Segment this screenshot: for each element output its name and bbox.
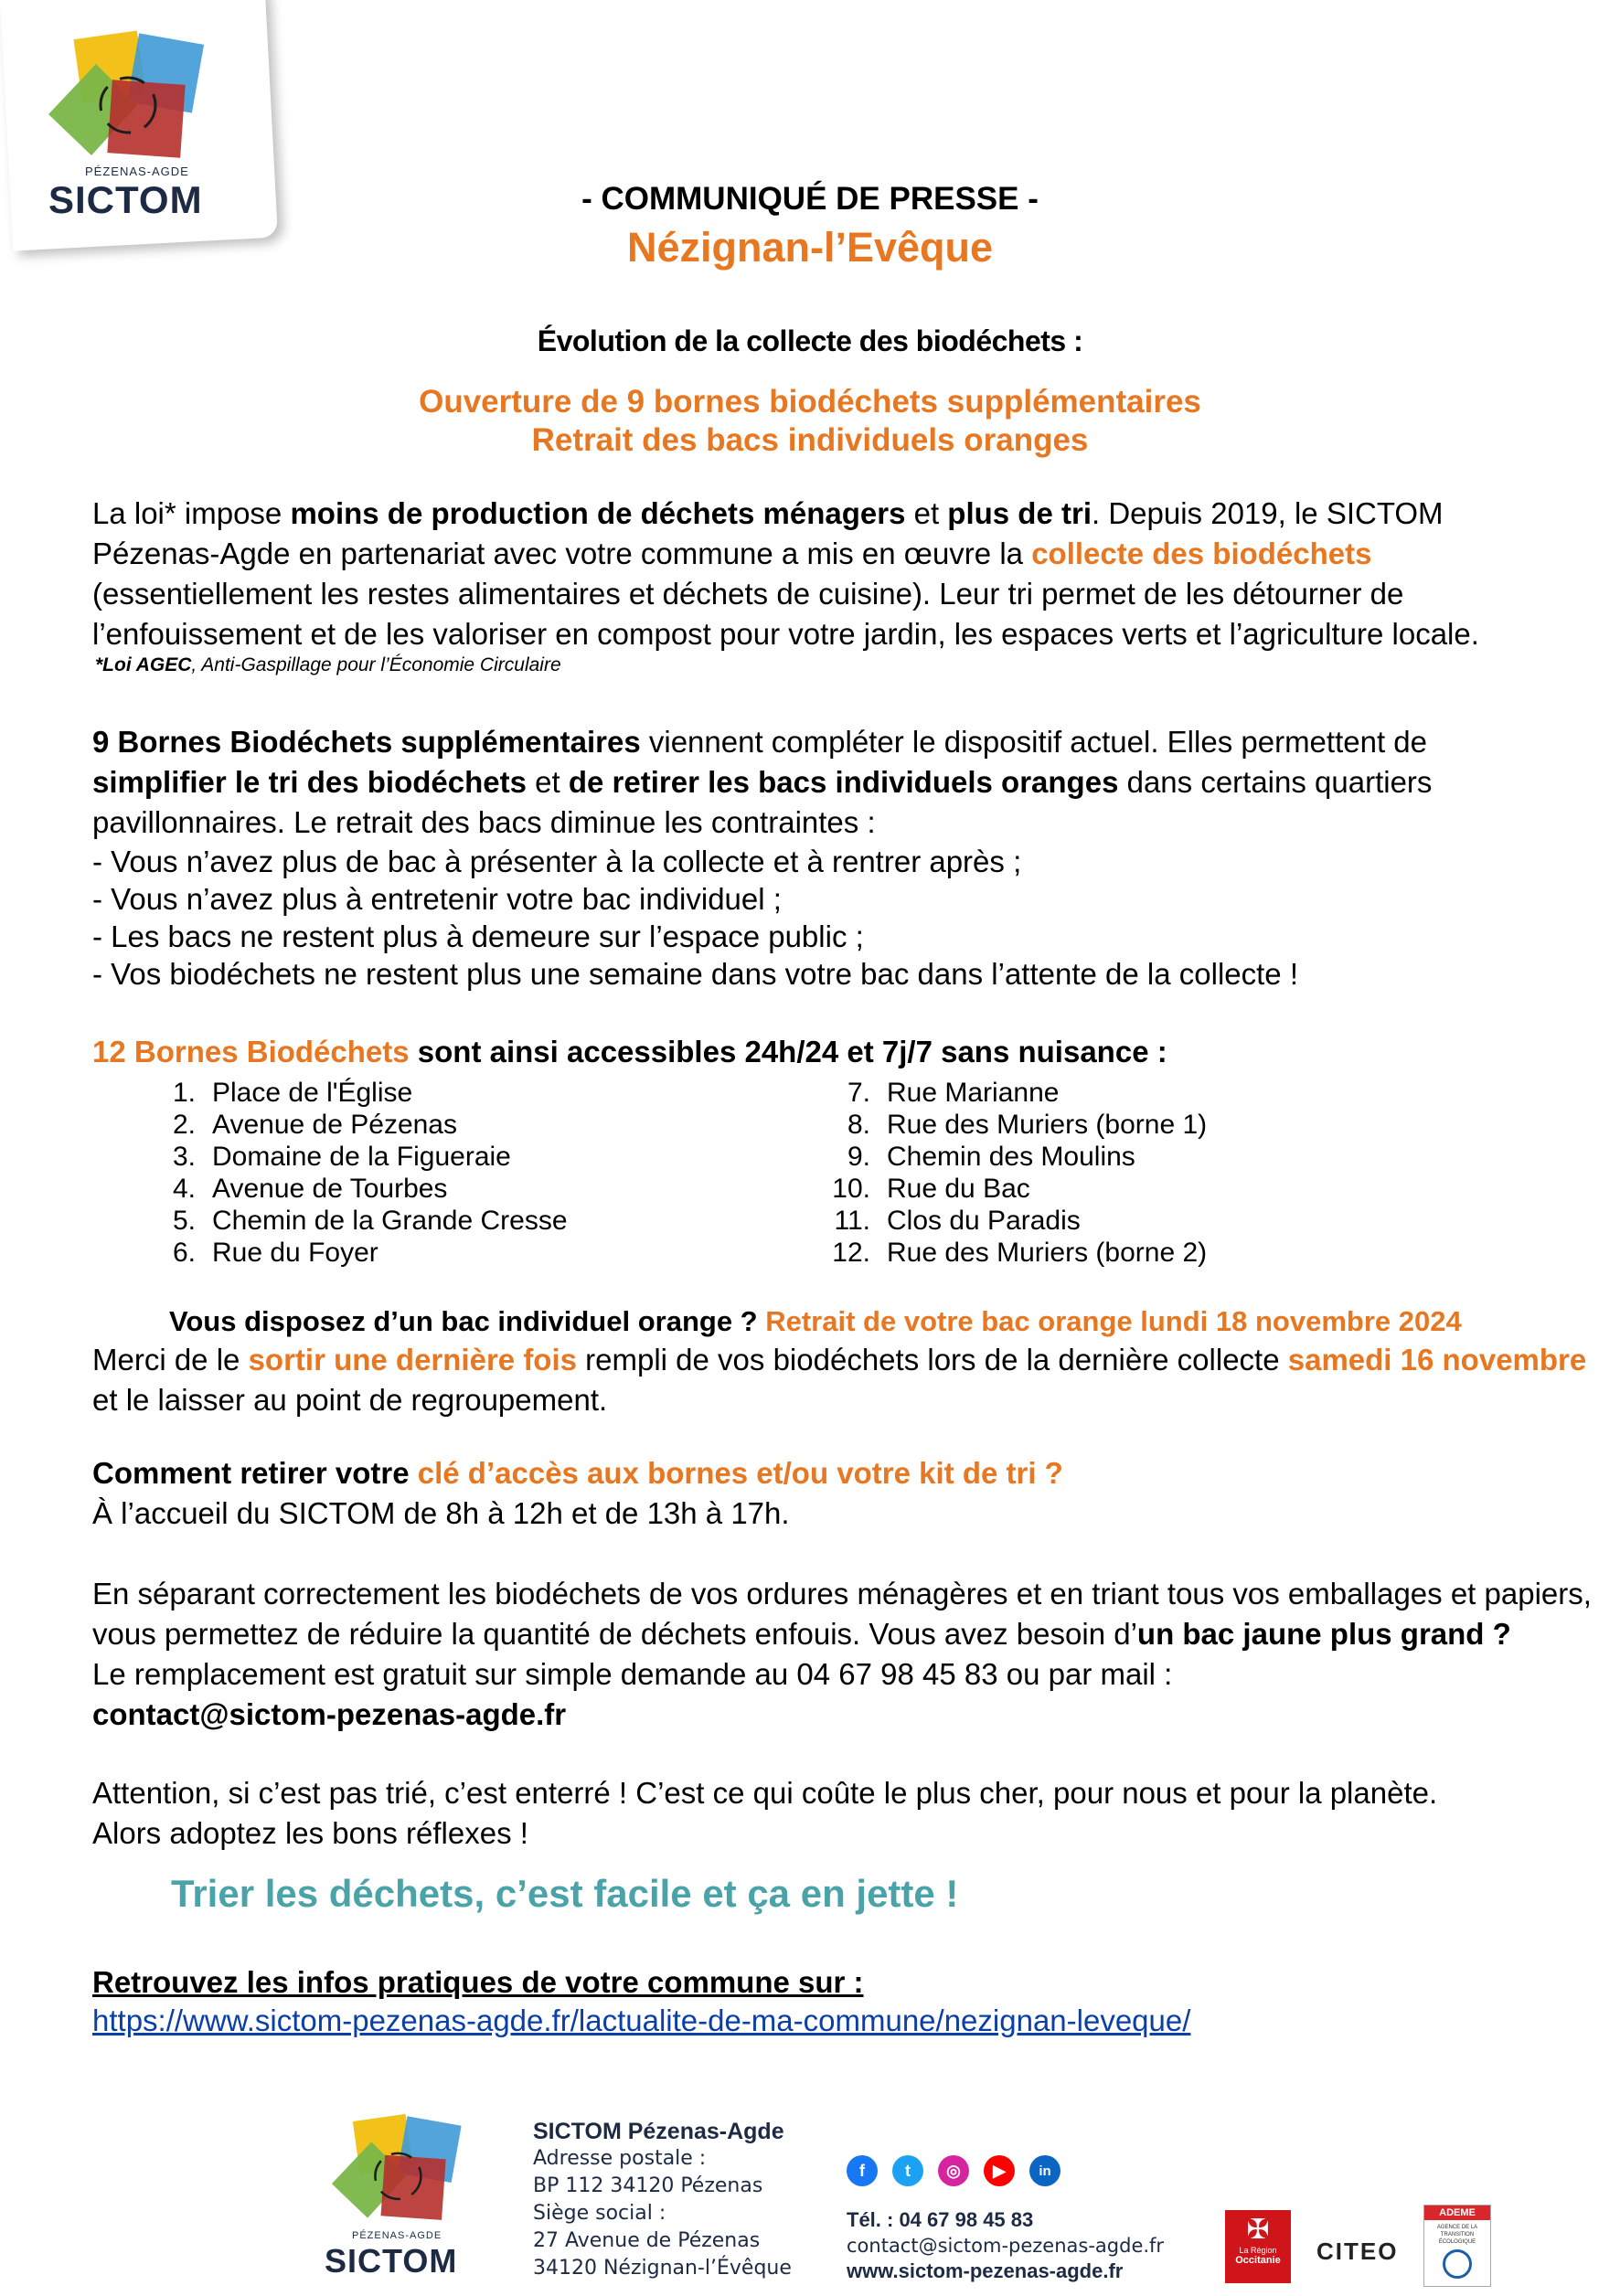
list-item: - Vous n’avez plus à entretenir votre bac individuel ; bbox=[92, 882, 782, 916]
borne-item: 12. Rue des Muriers (borne 2) bbox=[832, 1238, 1208, 1268]
sictom-logo-mark bbox=[41, 27, 219, 165]
law-footnote: *Loi AGEC, Anti-Gaspillage pour l’Économie Circulaire bbox=[95, 654, 561, 675]
ademe-logo: ADEME AGENCE DE LA TRANSITION ÉCOLOGIQUE bbox=[1423, 2205, 1491, 2287]
twitter-icon[interactable]: t bbox=[892, 2155, 923, 2186]
subject-line: Évolution de la collecte des biodéchets : bbox=[537, 324, 1083, 357]
footer-website[interactable]: www.sictom-pezenas-agde.fr bbox=[847, 2259, 1124, 2282]
borne-item: 7. Rue Marianne bbox=[847, 1078, 1060, 1108]
footer-email[interactable]: contact@sictom-pezenas-agde.fr bbox=[847, 2235, 1165, 2257]
footer-logo-wordmark: SICTOM bbox=[325, 2242, 458, 2280]
bac-question: Vous disposez d’un bac individuel orange ? Retrait de votre bac orange lundi 18 novembre 2024 bbox=[169, 1305, 1462, 1337]
facebook-icon[interactable]: f bbox=[847, 2155, 878, 2186]
contact-email: contact@sictom-pezenas-agde.fr bbox=[92, 1697, 567, 1731]
footer-logo bbox=[325, 2111, 475, 2285]
citeo-logo: CITEO bbox=[1316, 2238, 1399, 2265]
bornes-paragraph: 9 Bornes Biodéchets supplémentaires viennent compléter le dispositif actuel. Elles permettent de simplifier le tri des biodéchets et de retirer les bacs individuels oranges dans certains quartiers pavillonnaires. Le retrait des bacs diminue les contraintes : bbox=[92, 725, 1433, 839]
occitanie-cross-icon: ✠ bbox=[1246, 2215, 1270, 2245]
borne-item: 2. Avenue de Pézenas bbox=[172, 1110, 457, 1140]
headline-1: Ouverture de 9 bornes biodéchets supplémentaires bbox=[419, 384, 1201, 420]
slogan: Trier les déchets, c’est facile et ça en jette ! bbox=[171, 1872, 959, 1915]
borne-item: 5. Chemin de la Grande Cresse bbox=[172, 1206, 568, 1236]
tri-paragraph: En séparant correctement les biodéchets de vos ordures ménagères et en triant tous vos emballages et papiers, vous permettez de réduire la quantité de déchets enfouis. Vous avez besoin d’un bac jaune plus grand ? Le remplacement est gratuit sur simple demande au 04 67 98 45 83 ou par mail : contact@sictom-pezenas-agde.fr bbox=[92, 1574, 1610, 1735]
logo-wordmark: SICTOM bbox=[48, 178, 203, 221]
social-icons bbox=[847, 2155, 1060, 2186]
borne-item: 1. Place de l'Église bbox=[172, 1078, 413, 1108]
constraints-list bbox=[92, 843, 1610, 993]
attention-paragraph: Attention, si c’est pas trié, c’est enterré ! C’est ce qui coûte le plus cher, pour nous et pour la planète. Alors adoptez les bons réflexes ! bbox=[92, 1776, 1438, 1850]
linkedin-icon[interactable]: in bbox=[1029, 2155, 1060, 2186]
borne-item: 6. Rue du Foyer bbox=[172, 1238, 378, 1268]
headline-2: Retrait des bacs individuels oranges bbox=[531, 422, 1089, 458]
ademe-globe-icon bbox=[1443, 2249, 1472, 2279]
bornes-title: 12 Bornes Biodéchets sont ainsi accessibles 24h/24 et 7j/7 sans nuisance : bbox=[92, 1035, 1167, 1068]
press-kicker: - COMMUNIQUÉ DE PRESSE - bbox=[581, 181, 1039, 217]
town-title: Nézignan-l’Evêque bbox=[626, 224, 994, 271]
youtube-icon[interactable]: ▶ bbox=[984, 2155, 1015, 2186]
footer-logo-subtitle: PÉZENAS-AGDE bbox=[352, 2230, 442, 2241]
intro-paragraph: La loi* impose moins de production de déchets ménagers et plus de tri. Depuis 2019, le SICTOM Pézenas-Agde en partenariat avec votre commune a mis en œuvre la collecte des biodéchets (essentiellement les restes alimentaires et déchets de cuisine). Leur tri permet de les détourner de l’enfouissement et de les valoriser en compost pour votre jardin, les espaces verts et l’agriculture locale. bbox=[92, 496, 1479, 651]
cle-paragraph: Comment retirer votre clé d’accès aux bornes et/ou votre kit de tri ? À l’accueil du SICTOM de 8h à 12h et de 13h à 17h. bbox=[92, 1456, 1063, 1530]
footer-org: SICTOM Pézenas-Agde bbox=[533, 2119, 784, 2144]
borne-item: 9. Chemin des Moulins bbox=[847, 1142, 1135, 1172]
instagram-icon[interactable]: ◎ bbox=[938, 2155, 969, 2186]
borne-item: 4. Avenue de Tourbes bbox=[172, 1174, 448, 1204]
commune-link[interactable]: https://www.sictom-pezenas-agde.fr/lactualite-de-ma-commune/nezignan-leveque/ bbox=[92, 2004, 1191, 2037]
bornes-list-left bbox=[146, 1077, 568, 1269]
footer-contact bbox=[847, 2208, 1164, 2283]
borne-item: 8. Rue des Muriers (borne 1) bbox=[847, 1110, 1208, 1140]
footer-logo-mark bbox=[325, 2111, 475, 2226]
list-item: - Les bacs ne restent plus à demeure sur l’espace public ; bbox=[92, 919, 864, 953]
borne-item: 11. Clos du Paradis bbox=[834, 1206, 1081, 1236]
bornes-list-right bbox=[821, 1077, 1207, 1269]
bac-paragraph: Merci de le sortir une dernière fois rempli de vos biodéchets lors de la dernière collecte samedi 16 novembre et le laisser au point de regroupement. bbox=[92, 1343, 1587, 1417]
borne-item: 10. Rue du Bac bbox=[832, 1174, 1030, 1204]
list-item: - Vos biodéchets ne restent plus une semaine dans votre bac dans l’attente de la collecte ! bbox=[92, 957, 1298, 991]
footer-phone: Tél. : 04 67 98 45 83 bbox=[847, 2208, 1034, 2231]
occitanie-logo: ✠ La Région Occitanie bbox=[1225, 2210, 1291, 2283]
logo-subtitle: PÉZENAS-AGDE bbox=[85, 165, 189, 178]
list-item: - Vous n’avez plus de bac à présenter à la collecte et à rentrer après ; bbox=[92, 845, 1022, 878]
borne-item: 3. Domaine de la Figueraie bbox=[172, 1142, 511, 1172]
footer-address: SICTOM Pézenas-Agde Adresse postale : BP 112 34120 Pézenas Siège social : 27 Avenue de Pézenas 34120 Nézignan-l’Évêque bbox=[533, 2119, 792, 2280]
infos-title: Retrouvez les infos pratiques de votre commune sur : bbox=[92, 1965, 864, 1999]
